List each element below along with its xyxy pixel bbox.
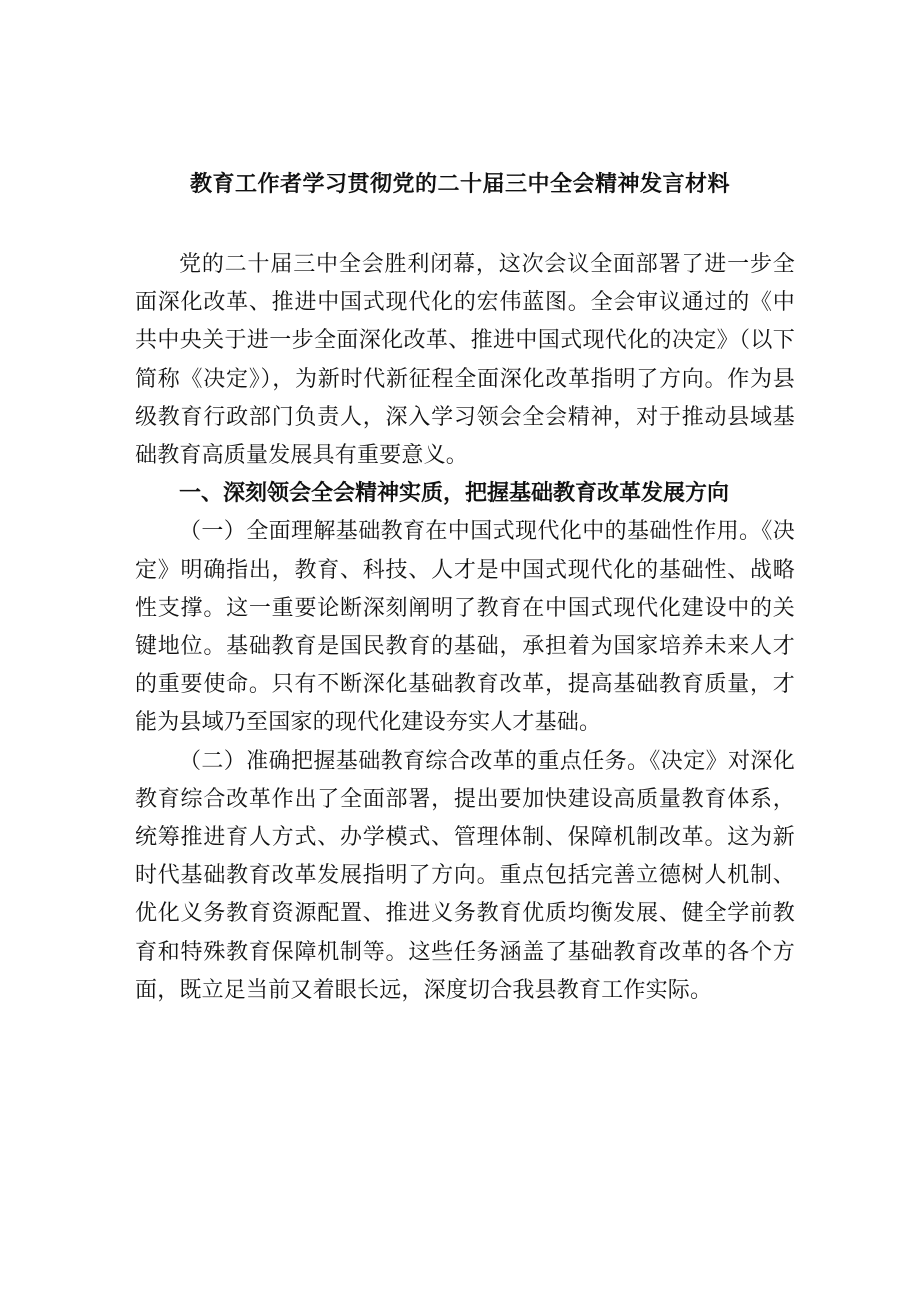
intro-paragraph: 党的二十届三中全会胜利闭幕，这次会议全面部署了进一步全面深化改革、推进中国式现代化的宏伟蓝图。全会审议通过的《中共中央关于进一步全面深化改革、推进中国式现代化的决定》（以下简称《决定》），为新时代新征程全面深化改革指明了方向。作为县级教育行政部门负责人，深入学习领会全会精神，对于推动县域基础教育高质量发展具有重要意义。 [135, 252, 795, 469]
subsection-paragraph-2: （二）准确把握基础教育综合改革的重点任务。《决定》对深化教育综合改革作出了全面部署，提出要加快建设高质量教育体系，统筹推进育人方式、办学模式、管理体制、保障机制改革。这为新时代基础教育改革发展指明了方向。重点包括完善立德树人机制、优化义务教育资源配置、推进义务教育优质均衡发展、健全学前教育和特殊教育保障机制等。这些任务涵盖了基础教育改革的各个方面，既立足当前又着眼长远，深度切合我县教育工作实际。 [135, 748, 795, 1003]
document-body [135, 246, 795, 1010]
document-title: 教育工作者学习贯彻党的二十届三中全会精神发言材料 [189, 172, 730, 197]
section-heading-1: 一、深刻领会全会精神实质，把握基础教育改革发展方向 [179, 481, 730, 507]
subsection-paragraph-1: （一）全面理解基础教育在中国式现代化中的基础性作用。《决定》明确指出，教育、科技、人才是中国式现代化的基础性、战略性支撑。这一重要论断深刻阐明了教育在中国式现代化建设中的关键地位。基础教育是国民教育的基础，承担着为国家培养未来人才的重要使命。只有不断深化基础教育改革，提高基础教育质量，才能为县域乃至国家的现代化建设夯实人才基础。 [135, 519, 795, 736]
